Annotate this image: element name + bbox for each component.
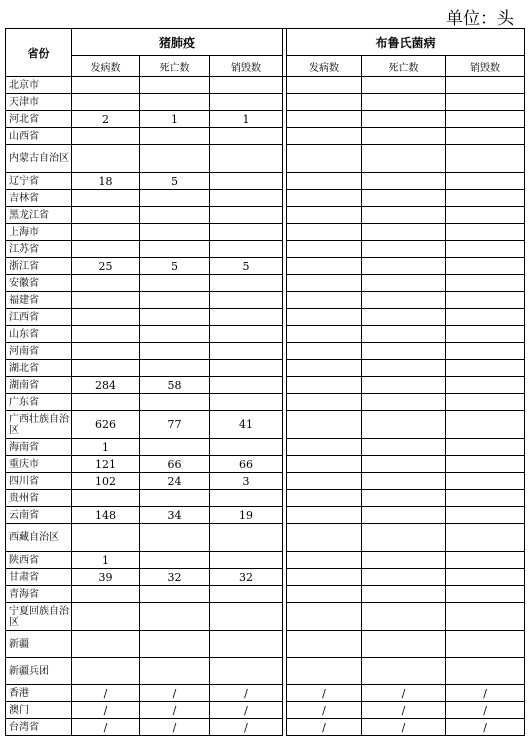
province-name: 福建省 bbox=[6, 292, 72, 309]
province-name: 澳门 bbox=[6, 702, 72, 719]
table-cell bbox=[140, 190, 210, 207]
table-cell bbox=[446, 473, 525, 490]
table-cell bbox=[362, 292, 446, 309]
table-cell: / bbox=[72, 719, 140, 736]
table-cell: / bbox=[72, 702, 140, 719]
table-cell bbox=[362, 207, 446, 224]
table-cell: 18 bbox=[72, 173, 140, 190]
table-cell: 41 bbox=[210, 411, 283, 439]
table-cell bbox=[140, 128, 210, 145]
table-cell: / bbox=[210, 685, 283, 702]
table-cell bbox=[287, 490, 362, 507]
table-cell bbox=[287, 473, 362, 490]
table-cell bbox=[72, 292, 140, 309]
province-name: 天津市 bbox=[6, 94, 72, 111]
table-cell bbox=[72, 224, 140, 241]
table-cell: / bbox=[287, 702, 362, 719]
table-cell: 1 bbox=[210, 111, 283, 128]
table-cell bbox=[210, 128, 283, 145]
table-cell bbox=[287, 631, 362, 658]
table-cell bbox=[446, 292, 525, 309]
table-cell bbox=[210, 603, 283, 631]
table-cell bbox=[287, 111, 362, 128]
column-header: 死亡数 bbox=[140, 56, 210, 77]
table-row bbox=[6, 719, 525, 736]
table-cell bbox=[140, 524, 210, 552]
table-cell bbox=[362, 275, 446, 292]
table-cell bbox=[362, 326, 446, 343]
table-cell bbox=[210, 326, 283, 343]
table-cell bbox=[446, 241, 525, 258]
table-cell: / bbox=[72, 685, 140, 702]
table-cell: 1 bbox=[72, 439, 140, 456]
table-cell: 148 bbox=[72, 507, 140, 524]
table-cell: / bbox=[446, 685, 525, 702]
table-cell bbox=[362, 94, 446, 111]
table-cell bbox=[210, 77, 283, 94]
province-name: 广西壮族自治区 bbox=[6, 411, 72, 439]
table-cell: 102 bbox=[72, 473, 140, 490]
table-cell bbox=[446, 275, 525, 292]
table-cell bbox=[140, 490, 210, 507]
table-row bbox=[6, 145, 525, 173]
table-cell bbox=[72, 128, 140, 145]
table-row bbox=[6, 631, 525, 658]
province-name: 河北省 bbox=[6, 111, 72, 128]
table-cell bbox=[72, 524, 140, 552]
table-cell bbox=[210, 658, 283, 685]
table-cell: 1 bbox=[72, 552, 140, 569]
table-row bbox=[6, 603, 525, 631]
table-row bbox=[6, 275, 525, 292]
province-name: 贵州省 bbox=[6, 490, 72, 507]
province-name: 山东省 bbox=[6, 326, 72, 343]
table-row bbox=[6, 490, 525, 507]
province-name: 西藏自治区 bbox=[6, 524, 72, 552]
province-name: 四川省 bbox=[6, 473, 72, 490]
table-cell bbox=[287, 207, 362, 224]
table-row bbox=[6, 241, 525, 258]
table-cell bbox=[140, 94, 210, 111]
table-cell: 121 bbox=[72, 456, 140, 473]
table-cell bbox=[362, 552, 446, 569]
table-cell bbox=[446, 603, 525, 631]
table-cell: / bbox=[140, 719, 210, 736]
table-cell bbox=[287, 343, 362, 360]
province-name: 辽宁省 bbox=[6, 173, 72, 190]
table-cell bbox=[140, 145, 210, 173]
table-cell: 25 bbox=[72, 258, 140, 275]
table-cell bbox=[362, 111, 446, 128]
table-cell bbox=[140, 658, 210, 685]
table-cell bbox=[446, 631, 525, 658]
column-header: 发病数 bbox=[72, 56, 140, 77]
table-row bbox=[6, 309, 525, 326]
table-cell: 5 bbox=[210, 258, 283, 275]
table-cell bbox=[446, 658, 525, 685]
table-cell bbox=[72, 394, 140, 411]
table-cell bbox=[362, 473, 446, 490]
province-name: 湖北省 bbox=[6, 360, 72, 377]
table-row bbox=[6, 224, 525, 241]
province-name: 云南省 bbox=[6, 507, 72, 524]
table-cell bbox=[140, 207, 210, 224]
table-row bbox=[6, 685, 525, 702]
table-cell bbox=[287, 224, 362, 241]
table-cell bbox=[72, 603, 140, 631]
table-row bbox=[6, 394, 525, 411]
province-name: 江西省 bbox=[6, 309, 72, 326]
table-cell bbox=[446, 411, 525, 439]
table-cell bbox=[210, 394, 283, 411]
table-cell bbox=[140, 603, 210, 631]
table-cell bbox=[287, 173, 362, 190]
table-cell bbox=[72, 658, 140, 685]
table-cell bbox=[72, 145, 140, 173]
table-cell bbox=[362, 603, 446, 631]
table-cell bbox=[446, 111, 525, 128]
table-cell bbox=[287, 77, 362, 94]
table-cell bbox=[140, 343, 210, 360]
table-cell: 34 bbox=[140, 507, 210, 524]
table-cell: 32 bbox=[140, 569, 210, 586]
table-row bbox=[6, 524, 525, 552]
table-cell bbox=[140, 552, 210, 569]
table-cell bbox=[446, 524, 525, 552]
table-cell bbox=[210, 173, 283, 190]
disease-header-swine-pasteurellosis: 猪肺疫 bbox=[72, 29, 283, 56]
table-cell bbox=[446, 586, 525, 603]
column-header: 死亡数 bbox=[362, 56, 446, 77]
table-row bbox=[6, 190, 525, 207]
table-cell bbox=[362, 190, 446, 207]
table-cell bbox=[446, 224, 525, 241]
table-cell bbox=[362, 586, 446, 603]
table-cell: 626 bbox=[72, 411, 140, 439]
table-cell bbox=[210, 145, 283, 173]
table-cell: / bbox=[140, 702, 210, 719]
table-cell bbox=[446, 207, 525, 224]
table-cell: / bbox=[362, 719, 446, 736]
province-name: 上海市 bbox=[6, 224, 72, 241]
table-cell bbox=[287, 658, 362, 685]
table-cell bbox=[287, 377, 362, 394]
table-cell bbox=[140, 292, 210, 309]
table-cell bbox=[72, 190, 140, 207]
table-row bbox=[6, 173, 525, 190]
table-cell bbox=[140, 326, 210, 343]
table-cell bbox=[362, 224, 446, 241]
table-cell bbox=[210, 524, 283, 552]
table-cell bbox=[210, 552, 283, 569]
table-cell bbox=[362, 439, 446, 456]
table-cell: 39 bbox=[72, 569, 140, 586]
table-cell: 77 bbox=[140, 411, 210, 439]
table-cell bbox=[287, 552, 362, 569]
table-cell bbox=[287, 411, 362, 439]
table-cell bbox=[210, 343, 283, 360]
table-cell bbox=[140, 394, 210, 411]
table-cell bbox=[287, 128, 362, 145]
province-name: 香港 bbox=[6, 685, 72, 702]
province-header: 省份 bbox=[6, 29, 72, 77]
province-name: 青海省 bbox=[6, 586, 72, 603]
table-cell bbox=[287, 326, 362, 343]
province-name: 新疆兵团 bbox=[6, 658, 72, 685]
table-cell bbox=[287, 360, 362, 377]
table-cell bbox=[446, 94, 525, 111]
table-cell: / bbox=[210, 719, 283, 736]
table-cell bbox=[210, 94, 283, 111]
table-cell bbox=[362, 258, 446, 275]
table-cell bbox=[446, 190, 525, 207]
table-cell bbox=[362, 631, 446, 658]
table-cell bbox=[72, 241, 140, 258]
table-cell bbox=[140, 224, 210, 241]
table-cell bbox=[446, 360, 525, 377]
table-cell bbox=[362, 377, 446, 394]
table-cell bbox=[72, 207, 140, 224]
table-cell bbox=[287, 258, 362, 275]
table-cell bbox=[287, 456, 362, 473]
table-cell bbox=[210, 224, 283, 241]
table-cell bbox=[446, 552, 525, 569]
table-cell bbox=[210, 377, 283, 394]
province-name: 黑龙江省 bbox=[6, 207, 72, 224]
table-cell: 2 bbox=[72, 111, 140, 128]
table-row bbox=[6, 569, 525, 586]
table-cell bbox=[362, 456, 446, 473]
table-cell: 3 bbox=[210, 473, 283, 490]
table-cell bbox=[287, 190, 362, 207]
province-name: 河南省 bbox=[6, 343, 72, 360]
province-name: 重庆市 bbox=[6, 456, 72, 473]
table-cell bbox=[72, 326, 140, 343]
table-cell bbox=[362, 173, 446, 190]
column-header: 销毁数 bbox=[210, 56, 283, 77]
table-row bbox=[6, 507, 525, 524]
table-cell bbox=[210, 241, 283, 258]
table-cell bbox=[210, 309, 283, 326]
table-cell bbox=[446, 394, 525, 411]
province-name: 宁夏回族自治区 bbox=[6, 603, 72, 631]
table-cell bbox=[362, 490, 446, 507]
table-cell bbox=[287, 292, 362, 309]
table-cell bbox=[210, 190, 283, 207]
table-cell bbox=[446, 326, 525, 343]
table-cell bbox=[362, 569, 446, 586]
province-name: 安徽省 bbox=[6, 275, 72, 292]
province-name: 广东省 bbox=[6, 394, 72, 411]
province-name: 海南省 bbox=[6, 439, 72, 456]
table-cell: / bbox=[140, 685, 210, 702]
table-cell bbox=[287, 603, 362, 631]
table-row bbox=[6, 326, 525, 343]
table-cell: / bbox=[362, 685, 446, 702]
table-cell bbox=[72, 490, 140, 507]
unit-label: 单位：头 bbox=[446, 9, 514, 29]
province-name: 台湾省 bbox=[6, 719, 72, 736]
table-cell bbox=[210, 439, 283, 456]
table-cell bbox=[140, 360, 210, 377]
table-row bbox=[6, 360, 525, 377]
table-row bbox=[6, 473, 525, 490]
table-cell bbox=[287, 241, 362, 258]
table-cell bbox=[72, 275, 140, 292]
table-row bbox=[6, 128, 525, 145]
table-cell bbox=[362, 360, 446, 377]
table-cell bbox=[140, 241, 210, 258]
table-row bbox=[6, 77, 525, 94]
table-row bbox=[6, 377, 525, 394]
table-cell: 284 bbox=[72, 377, 140, 394]
table-cell bbox=[362, 411, 446, 439]
table-row bbox=[6, 258, 525, 275]
table-cell: 1 bbox=[140, 111, 210, 128]
table-cell bbox=[446, 439, 525, 456]
table-row bbox=[6, 552, 525, 569]
table-cell bbox=[210, 631, 283, 658]
table-cell bbox=[362, 241, 446, 258]
table-row bbox=[6, 111, 525, 128]
province-name: 江苏省 bbox=[6, 241, 72, 258]
table-cell: 5 bbox=[140, 258, 210, 275]
table-cell bbox=[287, 394, 362, 411]
table-cell bbox=[446, 507, 525, 524]
table-cell bbox=[287, 94, 362, 111]
table-cell bbox=[446, 77, 525, 94]
table-cell bbox=[287, 145, 362, 173]
table-cell bbox=[362, 145, 446, 173]
table-cell bbox=[287, 309, 362, 326]
table-cell: 58 bbox=[140, 377, 210, 394]
table-cell bbox=[72, 631, 140, 658]
province-name: 甘肃省 bbox=[6, 569, 72, 586]
province-name: 陕西省 bbox=[6, 552, 72, 569]
table-row bbox=[6, 94, 525, 111]
table-row bbox=[6, 343, 525, 360]
table-cell bbox=[210, 586, 283, 603]
table-row bbox=[6, 411, 525, 439]
table-cell bbox=[362, 394, 446, 411]
table-cell bbox=[210, 360, 283, 377]
table-row bbox=[6, 207, 525, 224]
province-name: 吉林省 bbox=[6, 190, 72, 207]
table-cell bbox=[287, 275, 362, 292]
disease-table bbox=[5, 28, 525, 736]
table-cell bbox=[362, 128, 446, 145]
table-body bbox=[6, 77, 525, 736]
table-cell bbox=[72, 309, 140, 326]
table-cell bbox=[210, 490, 283, 507]
table-row bbox=[6, 439, 525, 456]
table-cell bbox=[446, 258, 525, 275]
province-name: 山西省 bbox=[6, 128, 72, 145]
table-cell bbox=[446, 490, 525, 507]
table-cell bbox=[72, 586, 140, 603]
table-cell bbox=[446, 377, 525, 394]
table-cell: / bbox=[287, 685, 362, 702]
table-cell bbox=[140, 439, 210, 456]
table-cell: / bbox=[362, 702, 446, 719]
table-cell: 24 bbox=[140, 473, 210, 490]
province-name: 浙江省 bbox=[6, 258, 72, 275]
table-cell bbox=[287, 439, 362, 456]
table-cell: 19 bbox=[210, 507, 283, 524]
disease-header-brucellosis: 布鲁氏菌病 bbox=[287, 29, 525, 56]
table-cell bbox=[362, 658, 446, 685]
table-cell bbox=[446, 145, 525, 173]
table-cell bbox=[362, 309, 446, 326]
table-cell: / bbox=[210, 702, 283, 719]
table-cell bbox=[72, 343, 140, 360]
table-cell bbox=[210, 292, 283, 309]
table-cell: / bbox=[287, 719, 362, 736]
table-cell bbox=[72, 94, 140, 111]
table-cell: 66 bbox=[140, 456, 210, 473]
table-cell bbox=[140, 309, 210, 326]
province-name: 北京市 bbox=[6, 77, 72, 94]
table-row bbox=[6, 586, 525, 603]
table-cell bbox=[362, 507, 446, 524]
table-row bbox=[6, 658, 525, 685]
table-cell bbox=[362, 343, 446, 360]
table-cell bbox=[140, 631, 210, 658]
table-cell: / bbox=[446, 702, 525, 719]
table-cell bbox=[287, 569, 362, 586]
table-cell bbox=[140, 275, 210, 292]
table-cell bbox=[287, 586, 362, 603]
table-cell bbox=[446, 309, 525, 326]
table-cell bbox=[72, 77, 140, 94]
table-cell bbox=[210, 275, 283, 292]
table-cell bbox=[140, 586, 210, 603]
table-row bbox=[6, 702, 525, 719]
table-cell: / bbox=[446, 719, 525, 736]
table-cell bbox=[287, 524, 362, 552]
table-cell bbox=[446, 456, 525, 473]
column-header: 销毁数 bbox=[446, 56, 525, 77]
table-cell bbox=[446, 569, 525, 586]
column-header: 发病数 bbox=[287, 56, 362, 77]
table-cell bbox=[362, 77, 446, 94]
table-cell bbox=[446, 173, 525, 190]
province-name: 湖南省 bbox=[6, 377, 72, 394]
table-cell bbox=[140, 77, 210, 94]
province-name: 内蒙古自治区 bbox=[6, 145, 72, 173]
table-cell bbox=[446, 343, 525, 360]
table-cell bbox=[446, 128, 525, 145]
table-cell: 32 bbox=[210, 569, 283, 586]
table-row bbox=[6, 456, 525, 473]
province-name: 新疆 bbox=[6, 631, 72, 658]
table-cell bbox=[287, 507, 362, 524]
table-cell: 66 bbox=[210, 456, 283, 473]
table-row bbox=[6, 292, 525, 309]
table-cell bbox=[362, 524, 446, 552]
table-cell bbox=[210, 207, 283, 224]
table-cell: 5 bbox=[140, 173, 210, 190]
table-cell bbox=[72, 360, 140, 377]
